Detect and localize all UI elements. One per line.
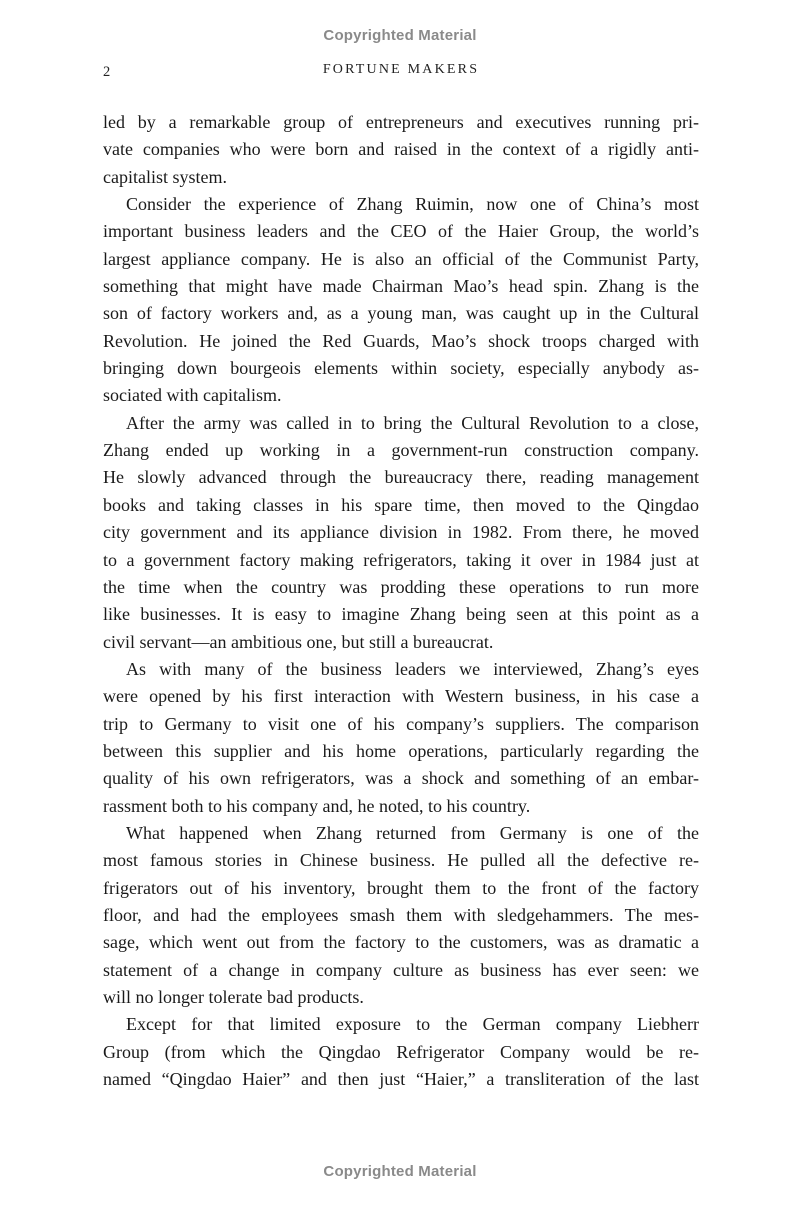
paragraph bbox=[103, 659, 699, 823]
text-line: As with many of the business leaders we interviewed, Zhang’s eyes bbox=[126, 658, 699, 679]
text-line: trip to Germany to visit one of his company’s suppliers. The comparison bbox=[103, 713, 699, 734]
text-line: Revolution. He joined the Red Guards, Mao’s shock troops charged with bbox=[103, 330, 699, 351]
text-line: to a government factory making refrigerators, taking it over in 1984 just at bbox=[103, 549, 699, 570]
text-line: sage, which went out from the factory to the customers, was as dramatic a bbox=[103, 932, 699, 953]
page-header bbox=[103, 62, 699, 82]
text-line: sociated with capitalism. bbox=[103, 385, 282, 406]
text-line: the time when the country was prodding these operations to run more bbox=[103, 576, 699, 597]
text-line: most famous stories in Chinese business. He pulled all the defective re- bbox=[103, 850, 699, 871]
text-line: After the army was called in to bring the Cultural Revolution to a close, bbox=[126, 412, 699, 433]
text-line: something that might have made Chairman Mao’s head spin. Zhang is the bbox=[103, 276, 699, 297]
text-line: floor, and had the employees smash them with sledgehammers. The mes- bbox=[103, 904, 699, 925]
text-line: rassment both to his company and, he noted, to his country. bbox=[103, 795, 531, 816]
text-line: civil servant—an ambitious one, but still a bureaucrat. bbox=[103, 631, 494, 652]
text-line: vate companies who were born and raised in the context of a rigidly anti- bbox=[103, 139, 699, 160]
text-line: between this supplier and his home operations, particularly regarding the bbox=[103, 740, 699, 761]
text-line: will no longer tolerate bad products. bbox=[103, 987, 364, 1007]
text-line: city government and its appliance division in 1982. From there, he moved bbox=[103, 522, 699, 543]
text-line: capitalist system. bbox=[103, 166, 227, 187]
text-line: Zhang ended up working in a government-run construction company. bbox=[103, 440, 699, 461]
paragraph bbox=[103, 112, 699, 194]
text-line: What happened when Zhang returned from Germany is one of the bbox=[126, 822, 699, 843]
text-line: Consider the experience of Zhang Ruimin, now one of China’s most bbox=[126, 194, 699, 215]
page-text bbox=[103, 112, 699, 1096]
text-line: Group (from which the Qingdao Refrigerator Company would be re- bbox=[103, 1041, 699, 1062]
text-line: quality of his own refrigerators, was a shock and something of an embar- bbox=[103, 768, 699, 789]
text-line: bringing down bourgeois elements within society, especially anybody as- bbox=[103, 358, 699, 379]
page-number: 2 bbox=[103, 64, 111, 80]
paragraph bbox=[103, 1014, 699, 1096]
running-header: FORTUNE MAKERS bbox=[322, 62, 480, 77]
text-line: frigerators out of his inventory, brought them to the front of the factory bbox=[103, 877, 699, 898]
paragraph bbox=[103, 413, 699, 659]
paragraph bbox=[103, 194, 699, 413]
text-line: largest appliance company. He is also an official of the Communist Party, bbox=[103, 248, 699, 269]
text-line: led by a remarkable group of entrepreneurs and executives running pri- bbox=[103, 112, 699, 132]
text-line: He slowly advanced through the bureaucracy there, reading management bbox=[103, 467, 699, 488]
text-line: named “Qingdao Haier” and then just “Haier,” a transliteration of the last bbox=[103, 1069, 699, 1090]
paragraph bbox=[103, 823, 699, 1014]
text-line: like businesses. It is easy to imagine Zhang being seen at this point as a bbox=[103, 604, 699, 625]
text-line: were opened by his first interaction with Western business, in his case a bbox=[103, 686, 699, 707]
copyright-notice-bottom: Copyrighted Material bbox=[323, 1163, 477, 1180]
text-line: statement of a change in company culture as business has ever seen: we bbox=[103, 959, 699, 980]
text-line: Except for that limited exposure to the German company Liebherr bbox=[126, 1014, 699, 1035]
text-line: son of factory workers and, as a young man, was caught up in the Cultural bbox=[103, 303, 699, 324]
text-line: books and taking classes in his spare time, then moved to the Qingdao bbox=[103, 494, 699, 515]
copyright-notice-top: Copyrighted Material bbox=[323, 27, 477, 44]
text-line: important business leaders and the CEO of the Haier Group, the world’s bbox=[103, 221, 699, 242]
